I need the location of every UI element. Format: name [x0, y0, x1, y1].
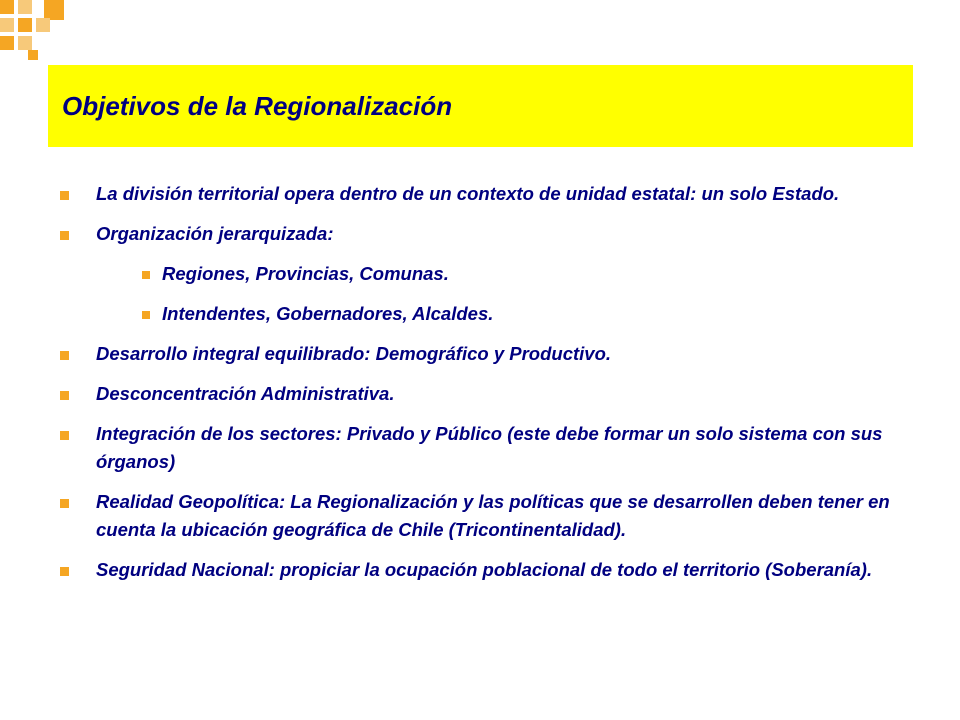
list-item-text: Intendentes, Gobernadores, Alcaldes.: [162, 303, 494, 324]
corner-decoration-square: [18, 0, 32, 14]
sub-list-item: [142, 300, 908, 328]
corner-decoration-square: [0, 36, 14, 50]
page-title: Objetivos de la Regionalización: [62, 91, 453, 121]
list-item-text: La división territorial opera dentro de un contexto de unidad estatal: un solo Estado.: [96, 183, 840, 204]
list-item-text: Regiones, Provincias, Comunas.: [162, 263, 449, 284]
square-bullet-icon: [142, 271, 150, 279]
list-item-text: Organización jerarquizada:: [96, 223, 334, 244]
corner-decoration-square: [36, 18, 50, 32]
square-bullet-icon: [60, 499, 69, 508]
square-bullet-icon: [60, 567, 69, 576]
list-item: [58, 556, 908, 584]
bullet-list: [58, 180, 908, 596]
square-bullet-icon: [60, 191, 69, 200]
corner-decoration-square: [44, 0, 64, 20]
square-bullet-icon: [60, 391, 69, 400]
square-bullet-icon: [60, 351, 69, 360]
corner-decoration-square: [0, 18, 14, 32]
list-item: [58, 220, 908, 248]
corner-decoration-square: [18, 36, 32, 50]
corner-decoration-square: [18, 18, 32, 32]
corner-decoration-square: [0, 0, 14, 14]
list-item-text: Integración de los sectores: Privado y Público (este debe formar un solo sistema con sus órganos): [96, 423, 883, 472]
list-item: [58, 380, 908, 408]
corner-decoration-square: [28, 50, 38, 60]
sub-list-item: [142, 260, 908, 288]
square-bullet-icon: [60, 431, 69, 440]
list-item: [58, 420, 908, 476]
list-item: [58, 180, 908, 208]
list-item: [58, 488, 908, 544]
square-bullet-icon: [142, 311, 150, 319]
list-item-text: Seguridad Nacional: propiciar la ocupación poblacional de todo el territorio (Soberanía).: [96, 559, 873, 580]
list-item-text: Desarrollo integral equilibrado: Demográfico y Productivo.: [96, 343, 612, 364]
list-item: [58, 340, 908, 368]
list-item-text: Realidad Geopolítica: La Regionalización y las políticas que se desarrollen deben tener en cuenta la ubicación geográfica de Chile (Tricontinentalidad).: [96, 491, 890, 540]
list-item-text: Desconcentración Administrativa.: [96, 383, 395, 404]
square-bullet-icon: [60, 231, 69, 240]
